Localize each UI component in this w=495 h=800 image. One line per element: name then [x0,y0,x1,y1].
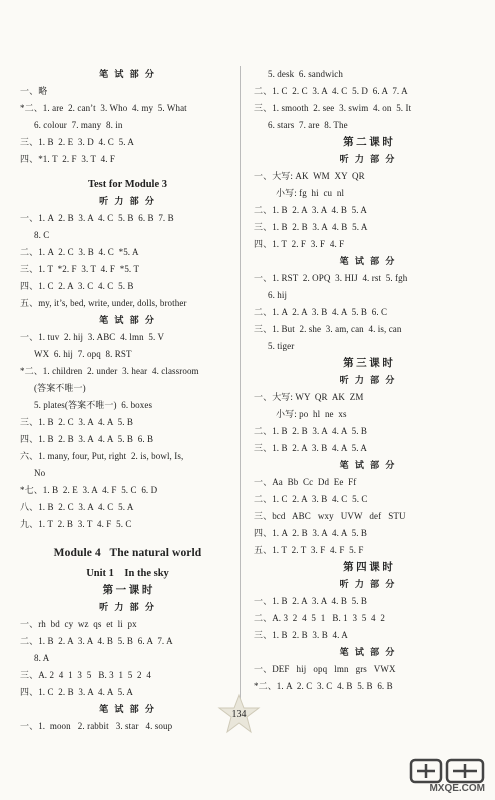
left-line: 三、1. T *2. F 3. T 4. F *5. T [20,264,140,274]
watermark-url: MXQE.COM [429,783,485,794]
right-column [254,66,482,695]
left-line: 8. A [34,653,50,663]
right-line: 二、1. C 2. C 3. A 4. C 5. D 6. A 7. A [254,86,408,96]
right-line: 小写: po hl ne xs [276,409,347,419]
right-line: 第 四 课 时 [343,562,393,573]
right-line: 听 力 部 分 [339,154,397,164]
right-line: 一、大写: WY QR AK ZM [254,392,364,402]
left-line: 笔 试 部 分 [99,704,156,714]
right-line: 三、bcd ABC wxy UVW def STU [254,511,406,521]
right-line: 五、1. T 2. T 3. F 4. F 5. F [254,545,364,555]
right-line: 一、大写: AK WM XY QR [254,171,365,181]
right-line: 四、1. T 2. F 3. F 4. F [254,239,345,249]
right-line: 6. hij [268,290,288,300]
left-line: (答案不唯一) [34,383,86,393]
right-line: 5. desk 6. sandwich [268,69,343,79]
left-line: 一、1. tuv 2. hij 3. ABC 4. lmn 5. V [20,332,165,342]
left-line [20,168,235,176]
right-line: 一、DEF hij opq lmn grs VWX [254,664,396,674]
right-line: 听 力 部 分 [339,579,397,589]
left-line: 五、my, it’s, bed, write, under, dolls, brother [20,298,187,308]
left-line: Module 4 The natural world [53,547,202,559]
right-line: 三、1. But 2. she 3. am, can 4. is, can [254,324,402,334]
left-line: 一、rh bd cy wz qs et li px [20,619,137,629]
right-line: 第 三 课 时 [343,358,393,369]
right-line: 第 二 课 时 [343,137,393,148]
left-line: 一、略 [20,86,48,96]
left-line: 一、1. A 2. B 3. A 4. C 5. B 6. B 7. B [20,213,174,223]
left-line: 二、1. B 2. A 3. A 4. B 5. B 6. A 7. A [20,636,173,646]
left-line: WX 6. hij 7. opq 8. RST [34,349,132,359]
right-line: 笔 试 部 分 [339,460,397,470]
right-line: 6. stars 7. are 8. The [268,120,348,130]
left-line: 六、1. many, four, Put, right 2. is, bowl, Is, [20,451,184,461]
left-line: 6. colour 7. many 8. in [34,120,123,130]
column-divider [240,66,241,706]
left-line: 四、*1. T 2. F 3. T 4. F [20,154,116,164]
right-line: 三、1. B 2. A 3. B 4. A 5. A [254,443,368,453]
left-line: 一、1. moon 2. rabbit 3. star 4. soup [20,721,173,731]
right-line: 一、1. RST 2. OPQ 3. HIJ 4. rst 5. fgh [254,273,408,283]
right-line: 二、1. A 2. A 3. B 4. A 5. B 6. C [254,307,388,317]
left-line: 第 一 课 时 [102,585,153,596]
right-line: 小写: fg hi cu nl [276,188,345,198]
right-line: 二、1. C 2. A 3. B 4. C 5. C [254,494,368,504]
left-line: 九、1. T 2. B 3. T 4. F 5. C [20,519,132,529]
left-line: 笔 试 部 分 [99,69,156,79]
right-line: *二、1. A 2. C 3. C 4. B 5. B 6. B [254,681,393,691]
right-line: 三、1. B 2. B 3. B 4. A [254,630,348,640]
left-line: 8. C [34,230,50,240]
left-line: 八、1. B 2. C 3. A 4. C 5. A [20,502,134,512]
left-line [20,533,235,541]
right-line: 笔 试 部 分 [339,647,397,657]
left-line: *二、1. children 2. under 3. hear 4. classroom [20,366,199,376]
right-line: 一、Aa Bb Cc Dd Ee Ff [254,477,357,487]
right-line: 二、1. B 2. B 3. A 4. A 5. B [254,426,368,436]
left-line: 二、1. A 2. C 3. B 4. C *5. A [20,247,139,257]
left-line: 三、1. B 2. C 3. A 4. A 5. B [20,417,134,427]
left-line: 听 力 部 分 [99,196,156,206]
left-line: 听 力 部 分 [99,602,156,612]
right-line: 三、1. smooth 2. see 3. swim 4. on 5. It [254,103,412,113]
right-line: 四、1. A 2. B 3. A 4. A 5. B [254,528,368,538]
left-line: 笔 试 部 分 [99,315,156,325]
right-line: 笔 试 部 分 [339,256,397,266]
left-line: Test for Module 3 [87,179,168,190]
left-line: *二、1. are 2. can’t 3. Who 4. my 5. What [20,103,187,113]
right-line: 一、1. B 2. A 3. A 4. B 5. B [254,596,368,606]
left-line: Unit 1 In the sky [86,568,169,579]
right-line: 三、1. B 2. B 3. A 4. B 5. A [254,222,368,232]
right-line: 二、A. 3 2 4 5 1 B. 1 3 5 4 2 [254,613,385,623]
left-line: 5. plates(答案不唯一) 6. boxes [34,400,153,410]
left-line: 四、1. C 2. B 3. A 4. A 5. A [20,687,134,697]
right-line: 5. tiger [268,341,295,351]
left-line: 四、1. B 2. B 3. A 4. A 5. B 6. B [20,434,154,444]
left-line: 三、1. B 2. E 3. D 4. C 5. A [20,137,135,147]
page-number: 134 [231,709,247,720]
left-line: No [34,468,46,478]
left-column [20,66,235,735]
right-line: 二、1. B 2. A 3. A 4. B 5. A [254,205,368,215]
left-line: *七、1. B 2. E 3. A 4. F 5. C 6. D [20,485,158,495]
right-line: 听 力 部 分 [339,375,397,385]
left-line: 四、1. C 2. A 3. C 4. C 5. B [20,281,134,291]
left-line: 三、A. 2 4 1 3 5 B. 3 1 5 2 4 [20,670,151,680]
